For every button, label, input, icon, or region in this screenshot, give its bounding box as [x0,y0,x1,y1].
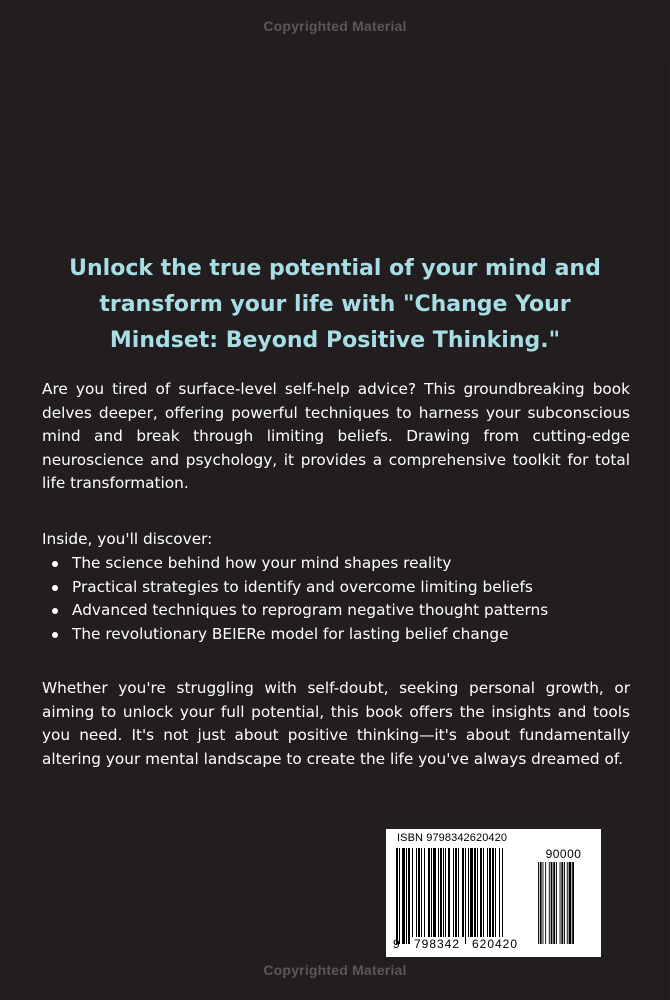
watermark-top: Copyrighted Material [263,18,407,34]
headline [40,251,630,359]
headline-line-3: Mindset: Beyond Positive Thinking." [109,328,561,353]
list-item: Advanced techniques to reprogram negative thought patterns [42,599,630,623]
barcode-bars [396,848,591,944]
list-item: The revolutionary BEIERe model for lasting belief change [42,623,630,647]
cover-edge [665,58,670,1000]
price-code: 90000 [545,847,582,861]
list-item: Practical strategies to identify and overcome limiting beliefs [42,576,630,600]
headline-line-2: transform your life with "Change Your [99,292,571,317]
watermark-bottom: Copyrighted Material [263,962,407,978]
isbn-barcode [386,829,601,957]
list-item: The science behind how your mind shapes reality [42,552,630,576]
headline-line-1: Unlock the true potential of your mind and [69,256,601,281]
discover-list [42,552,630,646]
barcode-lead-digit: 9 [393,937,400,951]
barcode-digits-right: 620420 [468,937,522,951]
description-paragraph-1: Are you tired of surface-level self-help advice? This groundbreaking book delves deeper, offering powerful techniques to harness your subconscious mind and break through limiting beliefs. Drawing from cutting-edge neuroscience and psychology, it provides a comprehensive toolkit for total life transformation. [42,380,630,492]
isbn-label: ISBN 9798342620420 [397,832,508,844]
description-paragraph-2: Whether you're struggling with self-doubt, seeking personal growth, or aiming to unlock your full potential, this book offers the insights and tools you need. It's not just about positive thinking—it's about fundamentally altering your mental landscape to create the life you've always dreamed of. [42,679,630,768]
discover-intro: Inside, you'll discover: [42,530,213,548]
barcode-digits-left: 798342 [410,937,464,951]
